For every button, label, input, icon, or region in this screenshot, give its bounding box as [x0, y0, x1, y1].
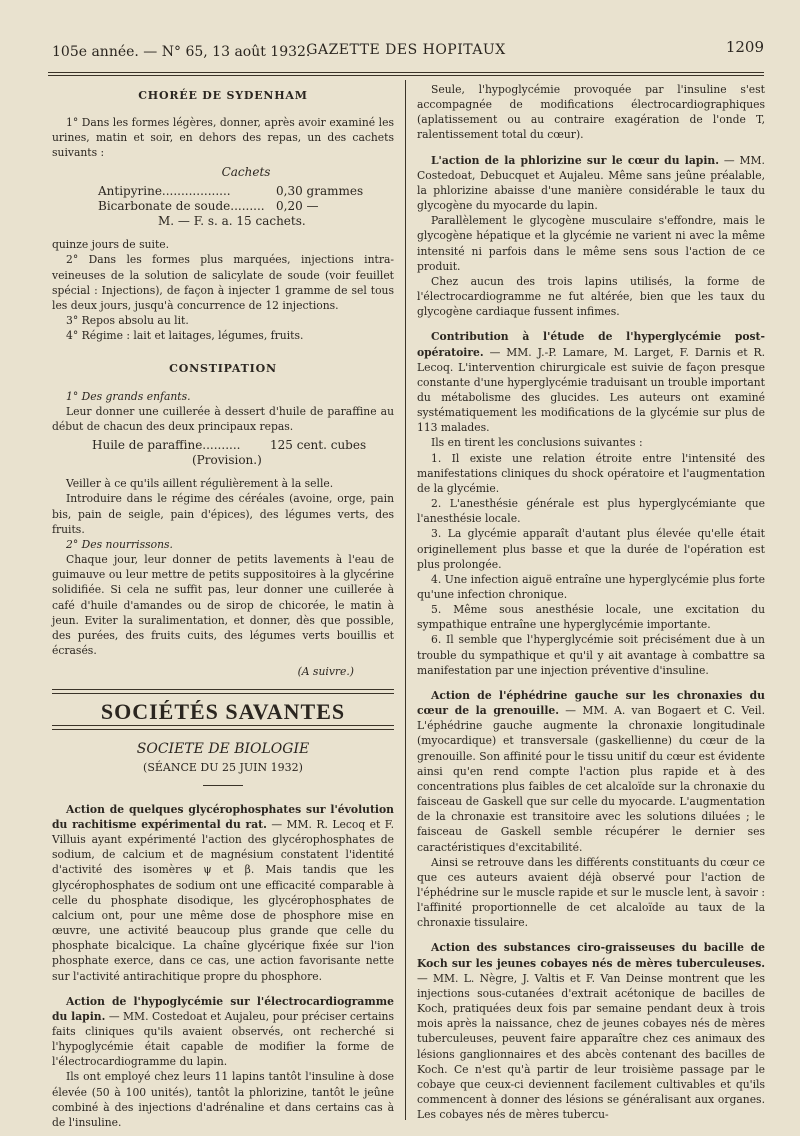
rx-dose: 0,30 grammes — [276, 183, 364, 198]
article-3-p3: Chez aucun des trois lapins utilisés, la forme de l'électrocardiogramme ne fut altérée, bien que les taux du glycogène cardiaque fussent infimes. — [417, 274, 765, 319]
continued-paragraph: Seule, l'hypoglycémie provoquée par l'insuline s'est accompagnée de modifications électrocardiographiques (aplatissement ou au contraire exagération de l'onde T, ralentissement total du cœur). — [417, 83, 765, 142]
chorea-p1: 1° Dans les formes légères, donner, après avoir examiné les urines, matin et soir, en dehors des repas, un des cachets suivants : — [52, 116, 394, 160]
section-title: SOCIÉTÉS SAVANTES — [100, 699, 346, 725]
rx-line — [92, 438, 394, 453]
conclusion-5: 5. Même sous anesthésie locale, une excitation du sympathique entraîne une hyperglycémie importante. — [417, 603, 765, 632]
article-6 — [417, 940, 765, 1122]
article-4-heading: Contribution à l'étude de l'hyperglycémie post-opératoire. — [417, 330, 765, 359]
article-2 — [52, 994, 394, 1070]
session-date: (SÉANCE DU 25 JUIN 1932) — [143, 760, 303, 774]
conclusion-4: 4. Une infection aiguë entraîne une hyperglycémie plus forte qu'une infection chronique. — [417, 572, 765, 601]
rx-line — [98, 199, 394, 214]
column-divider — [405, 80, 406, 1120]
spacer — [417, 678, 765, 688]
spacer — [52, 984, 394, 994]
rx-item: Huile de paraffine.......... — [92, 437, 241, 452]
chorea-prescription — [98, 165, 394, 230]
article-5-heading: Action de l'éphédrine gauche sur les chronaxies du cœur de la grenouille. — [417, 688, 765, 718]
article-3-body: — MM. Costedoat, Debucquet et Aujaleu. Même sans jeûne préalable, la phlorizine abaisse d'une manière considérable le taux du glycogène du myocarde du lapin. — [417, 153, 765, 213]
constipation-p2: Leur donner une cuillerée à dessert d'huile de paraffine au début de chacun des deux principaux repas. — [52, 404, 394, 433]
section-rule — [52, 689, 394, 694]
spacer — [417, 930, 765, 940]
rx-item: Bicarbonate de soude......... — [98, 198, 265, 213]
constipation-prescription — [92, 438, 394, 468]
rx-line — [98, 184, 394, 199]
conclusion-2: 2. L'anesthésie générale est plus hyperglycémiante que l'anesthésie locale. — [417, 497, 765, 526]
constipation-p6: Chaque jour, leur donner de petits lavements à l'eau de guimauve ou leur mettre de petits suppositoires à la glycérine solidifiée. Si cela ne suffit pas, leur donner une cuillerée à café d'huile d'amandes ou de sirop de chicorée, le matin à jeun. Eviter la suralimentation, et donner, dès que possible, des purées, des fruits cuits, des légumes verts bouillis et écrasés. — [52, 553, 394, 657]
page-number: 1209 — [725, 38, 764, 56]
constipation-p4: Introduire dans le régime des céréales (avoine, orge, pain bis, pain de seigle, pain d'épices), des légumes verts, des fruits. — [52, 492, 394, 536]
article-2-body: — MM. Costedoat et Aujaleu, pour préciser certains faits cliniques qu'ils avaient observés, ont recherché si l'hypoglycémie était capable de modifier la forme de l'électrocardiogramme du lapin. — [52, 1009, 394, 1069]
article-4 — [417, 329, 765, 435]
article-4-body: — MM. J.-P. Lamare, M. Larget, F. Darnis et R. Lecoq. L'intervention chirurgicale est suivie de façon presque constante d'une hyperglycémie traduisant un trouble important du métabolisme des glucides. Les auteurs ont examiné systématiquement les modifications de la glycémie sur plus de 113 malades. — [417, 345, 765, 435]
article-2-p2: Ils ont employé chez leurs 11 lapins tantôt l'insuline à dose élevée (50 à 100 unités), tantôt la phlorizine, tantôt le jeûne combiné à des injections d'adrénaline et dans certains cas à de l'insuline. — [52, 1070, 394, 1129]
spacer — [52, 792, 394, 802]
issue-line: 105e année. — N° 65, 13 août 1932. — [52, 44, 311, 60]
left-column — [52, 82, 394, 1130]
article-3 — [417, 153, 765, 214]
section-rule — [52, 725, 394, 730]
rx-dose: 125 cent. cubes — [270, 437, 367, 452]
journal-title: GAZETTE DES HOPITAUX — [306, 42, 506, 58]
chorea-p2: quinze jours de suite. — [52, 238, 170, 252]
page-header — [48, 38, 764, 68]
article-3-p2: Parallèlement le glycogène musculaire s'effondre, mais le glycogène hépatique et la glycémie ne varient ni avec la même intensité ni parfois dans le même sens sous l'action de ce produit. — [417, 214, 765, 273]
article-6-heading: Action des substances ciro-graisseuses du bacille de Koch sur les jeunes cobayes nés de mères tuberculeuses. — [417, 941, 765, 970]
constipation-p3: Veiller à ce qu'ils aillent régulièrement à la selle. — [66, 477, 334, 491]
conclusion-6: 6. Il semble que l'hyperglycémie soit précisément due à un trouble du sympathique et qu'il y ait avantage à combattre sa manifestation par une injection préventive d'insuline. — [417, 633, 765, 677]
article-1-heading: Action de quelques glycérophosphates sur l'évolution du rachitisme expérimental du rat. — [52, 802, 394, 831]
header-rule-2 — [48, 75, 764, 76]
article-3-heading: L'action de la phlorizine sur le cœur du lapin. — [431, 153, 719, 167]
article-5 — [417, 688, 765, 855]
article-1 — [52, 802, 394, 984]
spacer — [417, 319, 765, 329]
article-6-body: — MM. L. Nègre, J. Valtis et F. Van Deinse montrent que les injections sous-cutanées d'extrait acétonique de bacilles de Koch, pratiquées deux fois par semaine pendant deux à trois mois après la naissance, chez de jeunes cobayes nés de mères tuberculeuses, peuvent faire apparaître chez ces animaux des lésions ganglionnaires et des abcès contenant des bacilles de Koch. Ce n'est qu'à partir de leur troisième passage par le cobaye que ceux-ci deviennent facilement cultivables et qu'ils commencent à donner des lésions se généralisant aux organes. Les cobayes nés de mères tubercu- — [417, 971, 765, 1122]
constipation-p5: 2° Des nourrissons. — [66, 537, 173, 551]
rx-title: Cachets — [221, 164, 271, 179]
right-column — [417, 82, 765, 1122]
article-4-intro: Ils en tirent les conclusions suivantes : — [431, 436, 643, 450]
chorea-p3: 2° Dans les formes plus marquées, injections intra-veineuses de la solution de salicylate de soude (voir feuillet spécial : Injections), de façon à injecter 1 gramme de sel tous les deux jours, jusqu'à concurrence de 12 injections. — [52, 253, 394, 312]
article-2-heading: Action de l'hypoglycémie sur l'électrocardiogramme du lapin. — [52, 994, 394, 1023]
conclusion-1: 1. Il existe une relation étroite entre l'intensité des manifestations cliniques du shock opératoire et l'augmentation de la glycémie. — [417, 451, 765, 495]
article-5-p2: Ainsi se retrouve dans les différents constituants du cœur ce que ces auteurs avaient déjà observé pour l'action de l'éphédrine sur le muscle rapide et sur le muscle lent, à savoir : l'affinité proportionnelle de cet alcaloïde au taux de la chronaxie tissulaire. — [417, 855, 765, 930]
short-rule — [203, 785, 243, 786]
rx-item: Antipyrine.................. — [98, 183, 231, 198]
spacer — [417, 143, 765, 153]
constipation-title: CONSTIPATION — [169, 362, 277, 376]
conclusion-3: 3. La glycémie apparaît d'autant plus élevée qu'elle était originellement plus basse et que la durée de l'opération est plus prolongée. — [417, 527, 765, 571]
chorea-title: CHORÉE DE SYDENHAM — [138, 89, 308, 102]
society-title: SOCIETE DE BIOLOGIE — [136, 741, 310, 758]
article-1-body: — MM. R. Lecoq et F. Villuis ayant expérimenté l'action des glycérophosphates de sodium, de calcium et de magnésium constatent l'identité d'activité des isomères ψ et β. Mais tandis que les glycérophosphates de sodium ont une efficacité comparable à celle du phosphate disodique, les glycérophosphates de calcium ont, pour une même dose de phosphore mise en œuvre, une activité beaucoup plus grande que celle du phosphate bicalcique. La chaîne glycérique fixée sur l'ion phosphate exerce, dans ce cas, une action favorisante nette sur l'activité antirachitique propre du phosphore. — [52, 817, 394, 983]
constipation-p1: 1° Des grands enfants. — [66, 389, 191, 403]
chorea-p5: 4° Régime : lait et laitages, légumes, fruits. — [66, 329, 304, 343]
rx-formula: M. — F. s. a. 15 cachets. — [158, 214, 306, 229]
a-suivre: (A suivre.) — [297, 665, 354, 679]
rx-note: (Provision.) — [192, 453, 262, 468]
header-rule — [48, 72, 764, 73]
chorea-p4: 3° Repos absolu au lit. — [66, 314, 189, 328]
rx-dose: 0,20 — — [276, 198, 319, 213]
article-5-body: — MM. A. van Bogaert et C. Veil. L'éphédrine gauche augmente la chronaxie longitudinale (myocardique) et transversale (gaskellienne) du cœur de la grenouille. Son affinité pour le tissu unitif du cœur est évidente ainsi qu'en rend compte l'action plus rapide et à des concentrations plus faibles de cet alcaloïde sur la chronaxie du faisceau de Gaskell que sur celle du myocarde. L'augmentation de la chronaxie est transitoire avec les solutions diluées ; le faisceau de Gaskell semble récupérer le dernier ses caractéristiques d'excitabilité. — [417, 704, 765, 854]
